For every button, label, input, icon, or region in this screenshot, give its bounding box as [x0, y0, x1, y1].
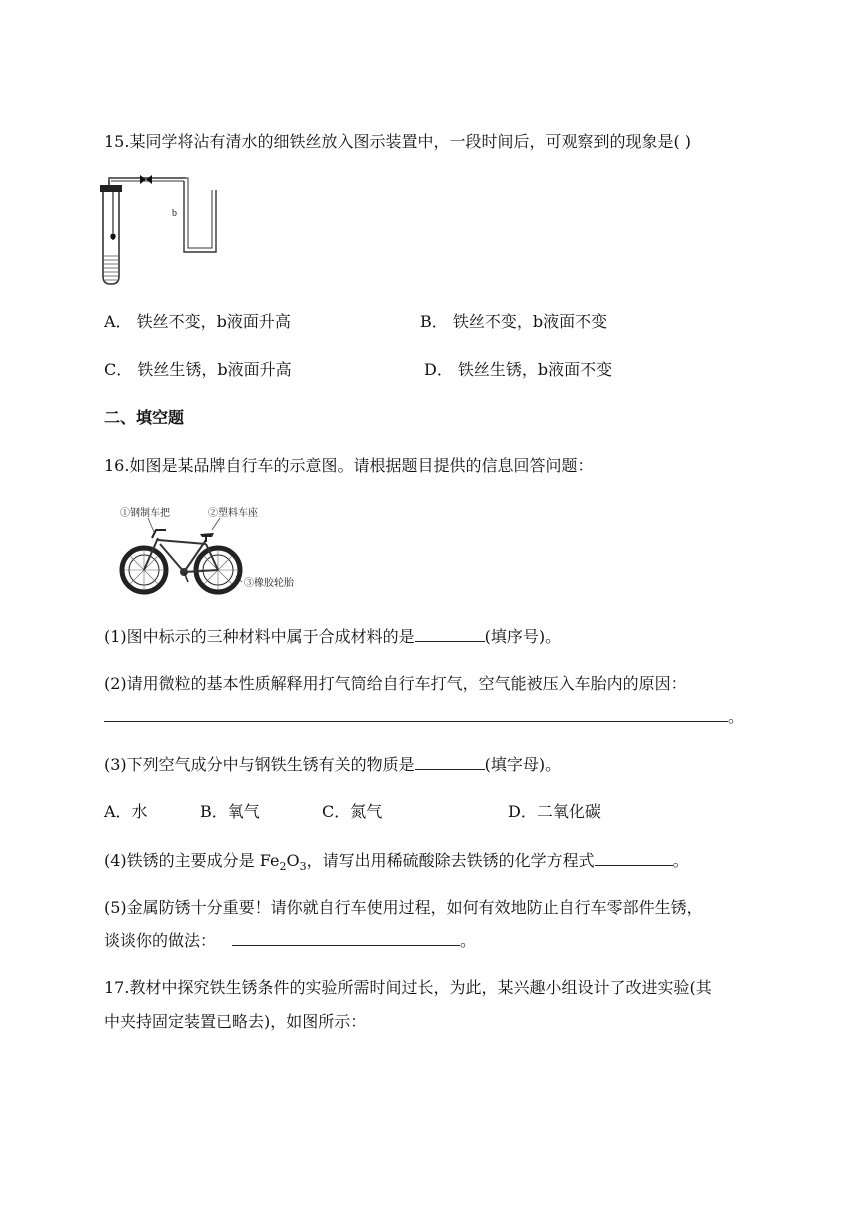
label-tire: ③橡胶轮胎 — [244, 578, 294, 589]
q15-option-a: A． 铁丝不变，b液面升高 — [104, 312, 291, 331]
q16-part4-suffix: ，请写出用稀硫酸除去铁锈的化学方程式 — [306, 851, 595, 870]
q16-part4-text: (4)铁锈的主要成分是 Fe — [104, 851, 280, 870]
q16-part5-line2 — [104, 930, 476, 951]
q16-part4-end: 。 — [672, 851, 689, 870]
answer-blank-2[interactable] — [104, 706, 728, 722]
q16-p3-option-a: A．水 — [104, 802, 148, 821]
formula-o: O — [286, 851, 300, 870]
q16-p3-option-b: B．氧气 — [200, 802, 260, 821]
q15-stem: 15.某同学将沾有清水的细铁丝放入图示装置中，一段时间后，可观察到的现象是( ) — [104, 132, 692, 151]
label-b: b — [172, 208, 177, 219]
q16-part2-end: 。 — [728, 707, 745, 726]
q16-part3-suffix: (填字母)。 — [484, 755, 562, 774]
subscript-2: 2 — [279, 860, 287, 874]
answer-blank-3[interactable] — [415, 754, 485, 770]
q16-p3-option-c: C．氮气 — [322, 802, 383, 821]
label-seat: ②塑料车座 — [208, 508, 258, 519]
bicycle-figure — [108, 500, 308, 596]
q17-line2: 中夹持固定装置已略去)，如图所示： — [104, 1012, 367, 1031]
label-handlebar: ①钢制车把 — [120, 508, 170, 519]
q16-part1-text: (1)图中标示的三种材料中属于合成材料的是 — [104, 627, 415, 646]
answer-blank-1[interactable] — [415, 626, 485, 642]
answer-blank-4[interactable] — [595, 850, 673, 866]
q15-option-b: B． 铁丝不变，b液面不变 — [420, 312, 608, 331]
q16-p3-option-d: D．二氧化碳 — [508, 802, 601, 821]
q17-line1: 17.教材中探究铁生锈条件的实验所需时间过长，为此，某兴趣小组设计了改进实验(其 — [104, 978, 712, 997]
q16-part5-text: 谈谈你的做法： — [104, 931, 217, 950]
answer-blank-5[interactable] — [232, 930, 460, 946]
q16-part1-suffix: (填序号)。 — [484, 627, 562, 646]
q16-part1 — [104, 626, 561, 647]
subscript-3: 3 — [299, 860, 307, 874]
q16-part2-line2 — [104, 706, 744, 727]
q16-part5-end: 。 — [460, 931, 477, 950]
section-title: 二、填空题 — [104, 408, 185, 427]
q16-stem: 16.如图是某品牌自行车的示意图。请根据题目提供的信息回答问题： — [104, 456, 594, 475]
q16-part3 — [104, 754, 561, 775]
q15-option-d: D． 铁丝生锈，b液面不变 — [424, 360, 613, 379]
q16-part4 — [104, 850, 689, 877]
iron-wire-apparatus-figure — [96, 172, 226, 288]
q16-part5-line1: (5)金属防锈十分重要！请你就自行车使用过程，如何有效地防止自行车零部件生锈， — [104, 898, 703, 917]
q16-part3-text: (3)下列空气成分中与钢铁生锈有关的物质是 — [104, 755, 415, 774]
q16-part2-line1: (2)请用微粒的基本性质解释用打气筒给自行车打气，空气能被压入车胎内的原因： — [104, 674, 687, 693]
q15-option-c: C． 铁丝生锈，b液面升高 — [104, 360, 292, 379]
